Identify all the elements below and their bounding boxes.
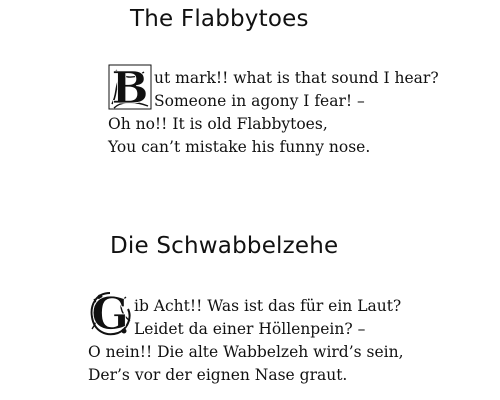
svg-text:G: G: [91, 291, 129, 337]
poem-title-german: Die Schwabbelzehe: [110, 233, 339, 259]
poem-line: Someone in agony I fear! –: [154, 92, 365, 110]
decorated-initial-b: [108, 64, 152, 110]
poem-line: Der’s vor der eignen Nase graut.: [88, 366, 348, 384]
poem-line: You can’t mistake his funny nose.: [108, 138, 371, 156]
poem-line: ib Acht!! Was ist das für ein Laut?: [134, 297, 402, 315]
poem-stanza-english: [108, 64, 488, 159]
svg-text:B: B: [111, 64, 149, 110]
poem-stanza-german: [88, 291, 488, 387]
poem-line: Oh no!! It is old Flabbytoes,: [108, 115, 328, 133]
poem-title-english: The Flabbytoes: [130, 6, 309, 32]
poem-line: Leidet da einer Höllenpein? –: [134, 320, 366, 338]
decorated-initial-g: [88, 291, 132, 337]
poem-line: O nein!! Die alte Wabbelzeh wird’s sein,: [88, 343, 404, 361]
poem-line: ut mark!! what is that sound I hear?: [154, 69, 439, 87]
